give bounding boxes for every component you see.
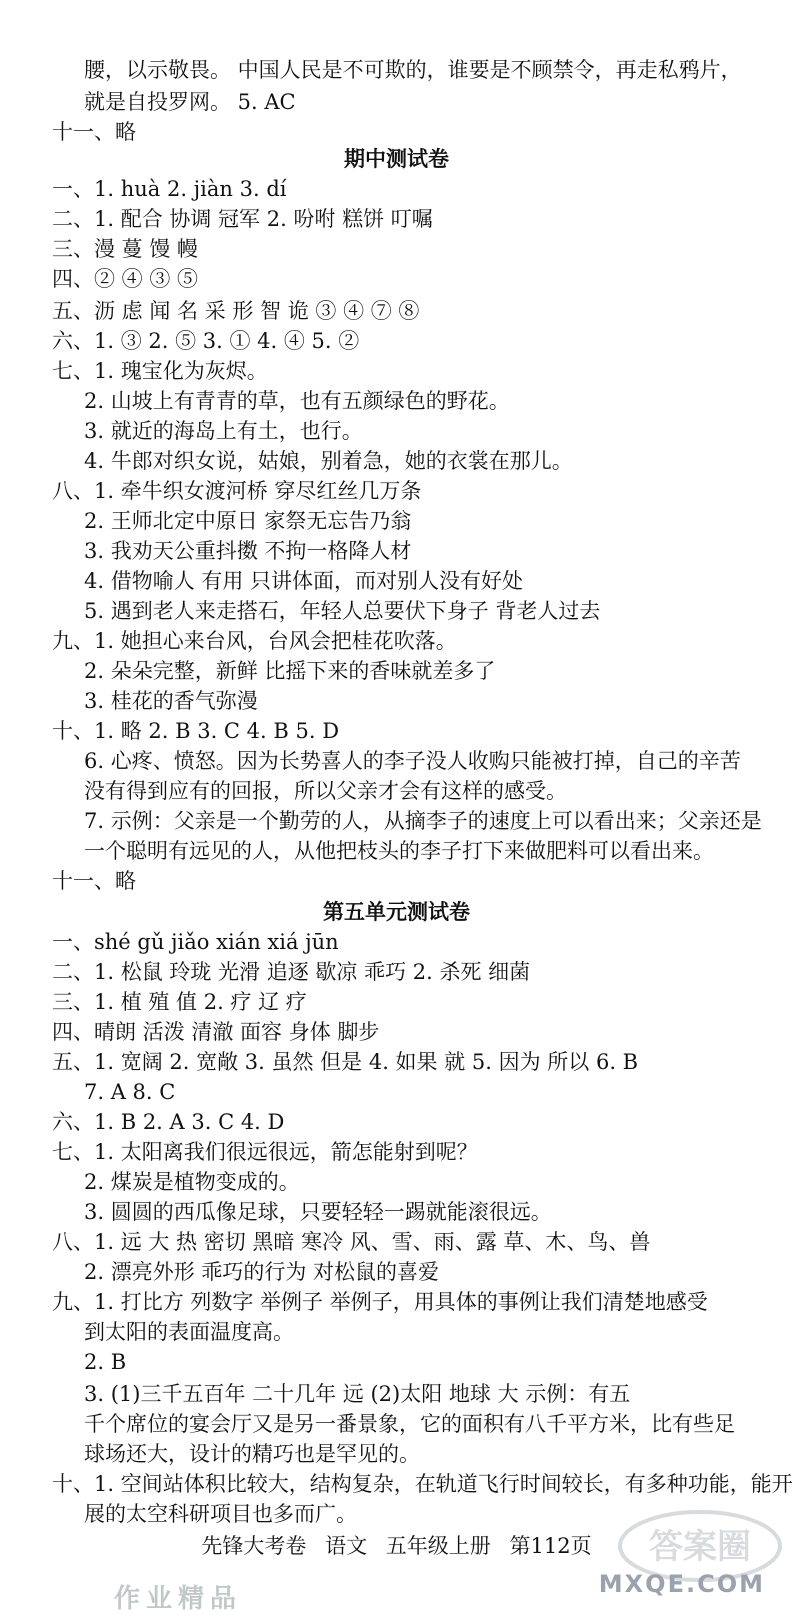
text-line: 三、1. 植 殖 值 2. 疗 辽 疗 <box>52 990 307 1014</box>
text-line: 2. 煤炭是植物变成的。 <box>84 1170 300 1194</box>
faded-stamp: 作业精品 <box>114 1584 243 1614</box>
text-line: 3. 就近的海岛上有土，也行。 <box>84 419 363 443</box>
text-line: 九、1. 她担心来台风，台风会把桂花吹落。 <box>52 629 457 653</box>
svg-text:答案圈: 答案圈 <box>649 1527 751 1567</box>
text-line: 一、1. huà 2. jiàn 3. dí <box>52 177 287 201</box>
text-line: 3. (1)三千五百年 二十几年 远 (2)太阳 地球 大 示例：有五 <box>84 1382 631 1406</box>
text-line: 3. 我劝天公重抖擞 不拘一格降人材 <box>84 539 412 563</box>
footer-grade: 五年级上册 <box>385 1534 491 1558</box>
text-line: 腰，以示敬畏。 中国人民是不可欺的，谁要是不顾禁令，再走私鸦片， <box>84 58 742 82</box>
text-line: 五、沥 虑 闻 名 采 形 智 诡 ③ ④ ⑦ ⑧ <box>52 299 420 323</box>
text-line: 十一、略 <box>52 120 136 144</box>
text-line: 3. 圆圆的西瓜像足球，只要轻轻一踢就能滚很远。 <box>84 1200 552 1224</box>
text-line: 展的太空科研项目也多而广。 <box>84 1502 357 1526</box>
text-line: 就是自投罗网。 5. AC <box>84 90 296 114</box>
text-line: 八、1. 远 大 热 密切 黑暗 寒冷 风、雪、雨、露 草、木、鸟、兽 <box>52 1230 651 1254</box>
text-line: 八、1. 牵牛织女渡河桥 穿尽红丝几万条 <box>52 479 422 503</box>
text-line: 四、晴朗 活泼 清澈 面容 身体 脚步 <box>52 1020 380 1044</box>
footer-subject: 语文 <box>325 1534 368 1558</box>
text-line: 十、1. 空间站体积比较大，结构复杂，在轨道飞行时间较长，有多种功能，能开 <box>52 1472 793 1496</box>
text-line: 5. 遇到老人来走搭石，年轻人总要伏下身子 背老人过去 <box>84 599 601 623</box>
text-line: 2. 山坡上有青青的草，也有五颜绿色的野花。 <box>84 389 510 413</box>
text-line: 二、1. 松鼠 玲珑 光滑 追逐 歇凉 乖巧 2. 杀死 细菌 <box>52 960 531 984</box>
text-line: 6. 心疼、愤怒。因为长势喜人的李子没人收购只能被打掉，自己的辛苦 <box>84 749 741 773</box>
text-line: 4. 借物喻人 有用 只讲体面，而对别人没有好处 <box>84 569 524 593</box>
text-line: 7. 示例：父亲是一个勤劳的人，从摘李子的速度上可以看出来；父亲还是 <box>84 809 762 833</box>
watermark-text: MXQE.COM <box>598 1570 765 1598</box>
text-line: 七、1. 太阳离我们很远很远，箭怎能射到呢？ <box>52 1140 478 1164</box>
text-line: 二、1. 配合 协调 冠军 2. 吩咐 糕饼 叮嘱 <box>52 207 433 231</box>
text-line: 五、1. 宽阔 2. 宽敞 3. 虽然 但是 4. 如果 就 5. 因为 所以 6. B <box>52 1050 639 1074</box>
text-line: 到太阳的表面温度高。 <box>84 1320 294 1344</box>
text-line: 2. B <box>84 1350 127 1374</box>
text-line: 六、1. B 2. A 3. C 4. D <box>52 1110 285 1134</box>
text-line: 六、1. ③ 2. ⑤ 3. ① 4. ④ 5. ② <box>52 329 360 353</box>
text-line: 七、1. 瑰宝化为灰烬。 <box>52 359 268 383</box>
footer-page: 第112页 <box>509 1534 592 1558</box>
text-line: 2. 漂亮外形 乖巧的行为 对松鼠的喜爱 <box>84 1260 440 1284</box>
text-line: 千个席位的宴会厅又是另一番景象，它的面积有八千平方米，比有些足 <box>84 1412 735 1436</box>
text-line: 四、② ④ ③ ⑤ <box>52 267 199 291</box>
text-line: 4. 牛郎对织女说，姑娘，别着急，她的衣裳在那儿。 <box>84 449 573 473</box>
text-line: 7. A 8. C <box>84 1080 176 1104</box>
section-title-unit5: 第五单元测试卷 <box>323 900 470 924</box>
text-line: 九、1. 打比方 列数字 举例子 举例子，用具体的事例让我们清楚地感受 <box>52 1290 708 1314</box>
text-line: 球场还大，设计的精巧也是罕见的。 <box>84 1442 420 1466</box>
text-line: 一、shé gǔ jiǎo xián xiá jūn <box>52 930 339 954</box>
text-line: 没有得到应有的回报，所以父亲才会有这样的感受。 <box>84 779 567 803</box>
text-line: 十、1. 略 2. B 3. C 4. B 5. D <box>52 719 340 743</box>
text-line: 3. 桂花的香气弥漫 <box>84 689 258 713</box>
section-title-midterm: 期中测试卷 <box>344 147 449 171</box>
text-line: 十一、略 <box>52 869 136 893</box>
text-line: 2. 朵朵完整，新鲜 比摇下来的香味就差多了 <box>84 659 496 683</box>
footer-book: 先锋大考卷 <box>201 1534 307 1558</box>
text-line: 三、漫 蔓 馒 幔 <box>52 237 199 261</box>
text-line: 一个聪明有远见的人，从他把枝头的李子打下来做肥料可以看出来。 <box>84 839 714 863</box>
text-line: 2. 王师北定中原日 家祭无忘告乃翁 <box>84 509 412 533</box>
